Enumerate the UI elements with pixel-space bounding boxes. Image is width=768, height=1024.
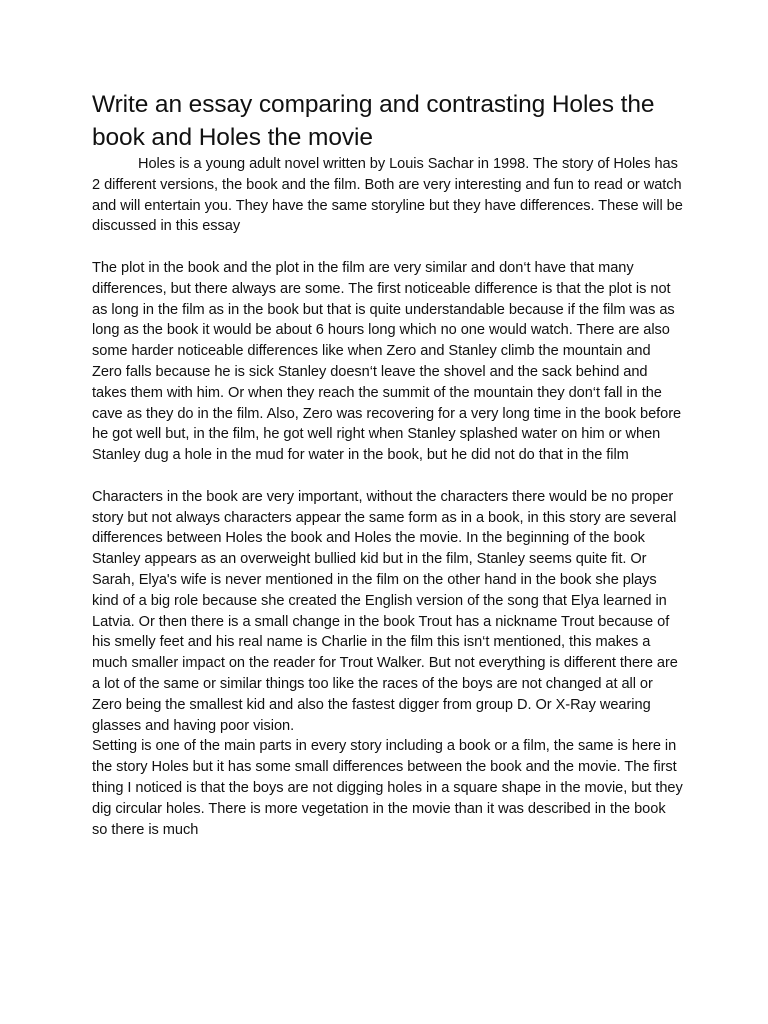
paragraph-introduction: Holes is a young adult novel written by Louis Sachar in 1998. The story of Holes has 2 different versions, the book and the film. Both are very interesting and fun to read or watch and will entertain you. They have the same storyline but they have differences. These will be discussed in this essay: [92, 156, 683, 235]
paragraph-setting: Setting is one of the main parts in every story including a book or a film, the same is here in the story Holes but it has some small differences between the book and the movie. The first thing I noticed is that the boys are not digging holes in a square shape in the movie, but they dig circular holes. There is more vegetation in the movie than it was described in the book so there is much: [92, 738, 683, 838]
paragraph-characters: Characters in the book are very important, without the characters there would be no proper story but not always characters appear the same form as in a book, in this story are several differences between Holes the book and Holes the movie. In the beginning of the book Stanley appears as an overweight bullied kid but in the film, Stanley seems quite fit. Or Sarah, Elya's wife is never mentioned in the film on the other hand in the book she plays kind of a big role because she created the English version of the song that Elya learned in Latvia. Or then there is a small change in the book Trout has a nickname Trout because of his smelly feet and his real name is Charlie in the film this isn‘t mentioned, this makes a much smaller impact on the reader for Trout Walker. But not everything is different there are a lot of the same or similar things too like the races of the boys are not changed at all or Zero being the smallest kid and also the fastest digger from group D. Or X-Ray wearing glasses and having poor vision.: [92, 488, 678, 734]
paragraph-plot: The plot in the book and the plot in the film are very similar and don‘t have that many differences, but there always are some. The first noticeable difference is that the plot is not as long in the film as in the book but that is quite understandable because if the film was as long as the book it would be about 6 hours long which no one would watch. There are also some harder noticeable differences like when Zero and Stanley climb the mountain and Zero falls because he is sick Stanley doesn‘t leave the shovel and the sack behind and takes them with him. Or when they reach the summit of the mountain they don‘t fall in the cave as they do in the film. Also, Zero was recovering for a very long time in the book before he got well but, in the film, he got well right when Stanley splashed water on him or when Stanley dug a hole in the mud for water in the book, but he did not do that in the film: [92, 259, 682, 464]
document-page: [92, 88, 684, 840]
essay-title: Write an essay comparing and contrasting Holes the book and Holes the movie: [92, 91, 655, 151]
